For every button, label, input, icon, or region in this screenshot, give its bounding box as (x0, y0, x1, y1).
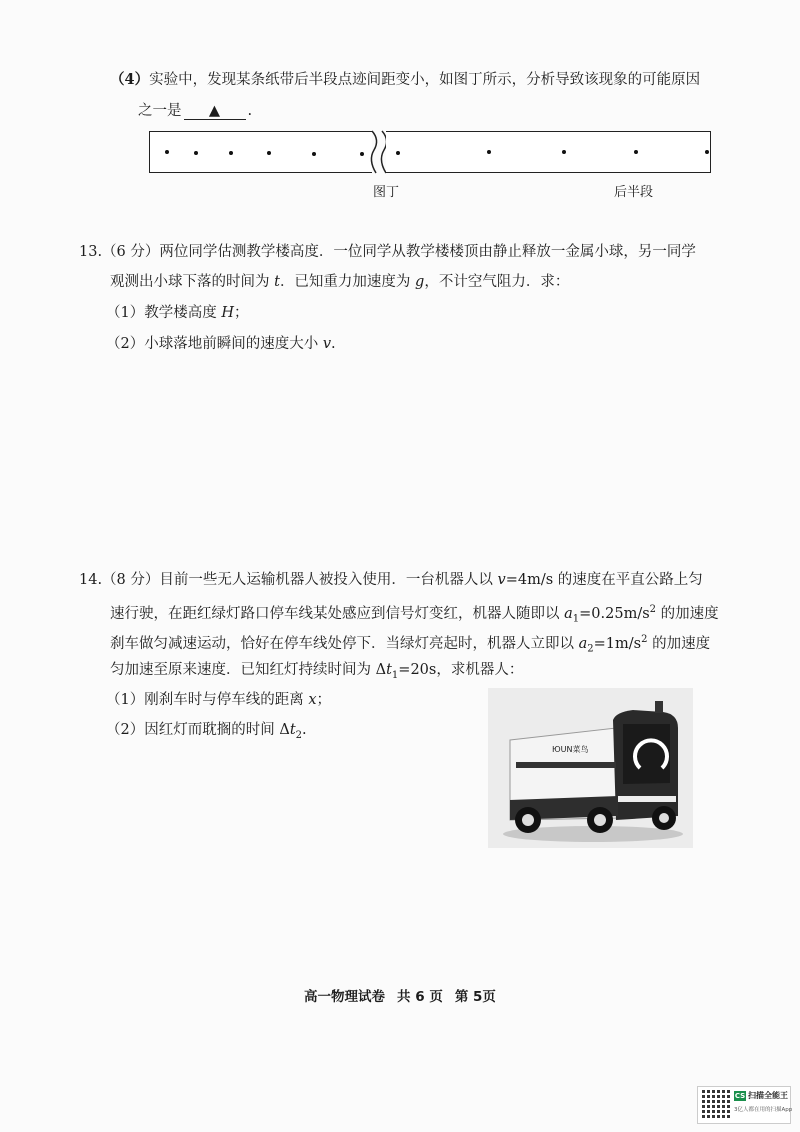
badge-title: 扫描全能王 (748, 1091, 788, 1100)
q13-stem-line1 (79, 242, 696, 262)
q14-text: =0.25m/s (579, 605, 650, 622)
q12-part4-line2 (138, 101, 252, 121)
q13-part1-text: 教学楼高度 (144, 305, 222, 321)
robot-brand-text: ЮUN菜鸟 (552, 745, 589, 754)
q14-text: 速行驶，在距红绿灯路口停车线某处感应到信号灯变红，机器人随即以 (110, 605, 565, 622)
subscript: 1 (572, 613, 580, 625)
footer-page-number: 第 5页 (454, 989, 496, 1005)
tape-dot (396, 151, 400, 155)
q14-text: 的加速度 (647, 635, 711, 652)
subscript: 1 (391, 669, 399, 681)
superscript: 2 (641, 634, 648, 645)
q12-part4-period: . (247, 103, 253, 119)
robot-vehicle-photo (488, 688, 693, 848)
tape-first-half (149, 131, 372, 173)
answer-blank (184, 103, 246, 120)
tape-dot (705, 150, 709, 154)
q12-part4-text2: 之一是 (138, 103, 182, 119)
figure-back-half-label: 后半段 (614, 185, 654, 200)
footer-total-pages: 共 6 页 (397, 989, 443, 1005)
q13-text: 观测出小球下落的时间为 (110, 274, 275, 290)
triangle-marker: ▲ (208, 103, 221, 119)
part-number: （1） (106, 692, 145, 708)
figure-caption: 图丁 (373, 185, 400, 200)
variable-g: g (415, 274, 425, 290)
punctuation: ； (234, 305, 249, 321)
q14-part2 (106, 720, 307, 746)
q13-stem-line2 (110, 272, 569, 292)
q14-text: =1m/s (593, 635, 642, 652)
q12-part4-text: 实验中，发现某条纸带后半段点迹间距变小，如图丁所示，分析导致该现象的可能原因 (149, 72, 701, 88)
q14-stem-line1 (79, 570, 703, 590)
superscript: 2 (649, 604, 657, 615)
q13-text: ，不计空气阻力．求： (424, 274, 570, 290)
tape-second-half (386, 131, 711, 173)
variable-H: H (221, 305, 234, 321)
q14-text: 目前一些无人运输机器人被投入使用．一台机器人以 (159, 572, 498, 588)
camscanner-logo-icon: CS (734, 1092, 746, 1100)
variable-t1: t (386, 662, 392, 678)
variable-x: x (308, 692, 317, 708)
q14-text: 的加速度 (656, 605, 719, 622)
tape-dot (360, 152, 364, 156)
q14-number: 14.（8 分） (79, 572, 160, 588)
subscript: 2 (587, 643, 594, 655)
variable-v: v (322, 336, 332, 352)
q12-part4-number: （4） (110, 71, 150, 88)
variable-a1: a (564, 605, 573, 622)
tape-dot (165, 150, 169, 154)
tape-dot (194, 151, 198, 155)
scanner-watermark-badge (697, 1086, 791, 1124)
q13-part1 (106, 303, 249, 323)
q14-text: =20s，求机器人： (398, 662, 524, 678)
tape-dot (267, 151, 271, 155)
variable-a2: a (578, 635, 588, 652)
variable-t: t (274, 274, 280, 290)
q14-text: 匀加速至原来速度．已知红灯持续时间为 Δ (110, 662, 387, 678)
q13-text: 两位同学估测教学楼高度．一位同学从教学楼楼顶由静止释放一金属小球，另一同学 (159, 244, 696, 260)
variable-t2: t (289, 722, 296, 738)
part-number: （1） (106, 305, 145, 321)
subscript: 2 (295, 729, 303, 741)
q14-text: 刹车做匀减速运动，恰好在停车线处停下．当绿灯亮起时，机器人立即以 (110, 635, 579, 652)
tape-dot (634, 150, 638, 154)
tape-dot (562, 150, 566, 154)
footer-exam-title: 高一物理试卷 (304, 989, 386, 1005)
punctuation: ； (316, 692, 332, 708)
q14-part1-text: 刚刹车时与停车线的距离 (144, 692, 309, 708)
q12-part4-line1 (110, 70, 700, 90)
q14-part2-text: 因红灯而耽搁的时间 Δ (144, 722, 290, 738)
part-number: （2） (106, 722, 145, 738)
variable-v: v (497, 572, 506, 588)
part-number: （2） (106, 336, 145, 352)
q14-stem-line2 (110, 600, 719, 630)
tape-dot (229, 151, 233, 155)
q13-part2-text: 小球落地前瞬间的速度大小 (144, 336, 323, 352)
q14-text: =4m/s 的速度在平直公路上匀 (505, 572, 703, 588)
tape-dot (312, 152, 316, 156)
q13-text: ．已知重力加速度为 (279, 274, 416, 290)
tape-dot (487, 150, 491, 154)
badge-subtitle: 3亿人都在用的扫描App (734, 1107, 793, 1113)
robot-illustration (488, 688, 693, 848)
punctuation: . (302, 722, 307, 738)
q14-part1 (106, 690, 331, 710)
q13-number: 13.（6 分） (79, 244, 160, 260)
punctuation: . (331, 336, 336, 352)
q14-stem-line3 (110, 630, 710, 660)
q13-part2 (106, 334, 336, 354)
page-footer (0, 985, 800, 1005)
qr-code-icon (702, 1090, 730, 1118)
q14-stem-line4 (110, 660, 523, 686)
